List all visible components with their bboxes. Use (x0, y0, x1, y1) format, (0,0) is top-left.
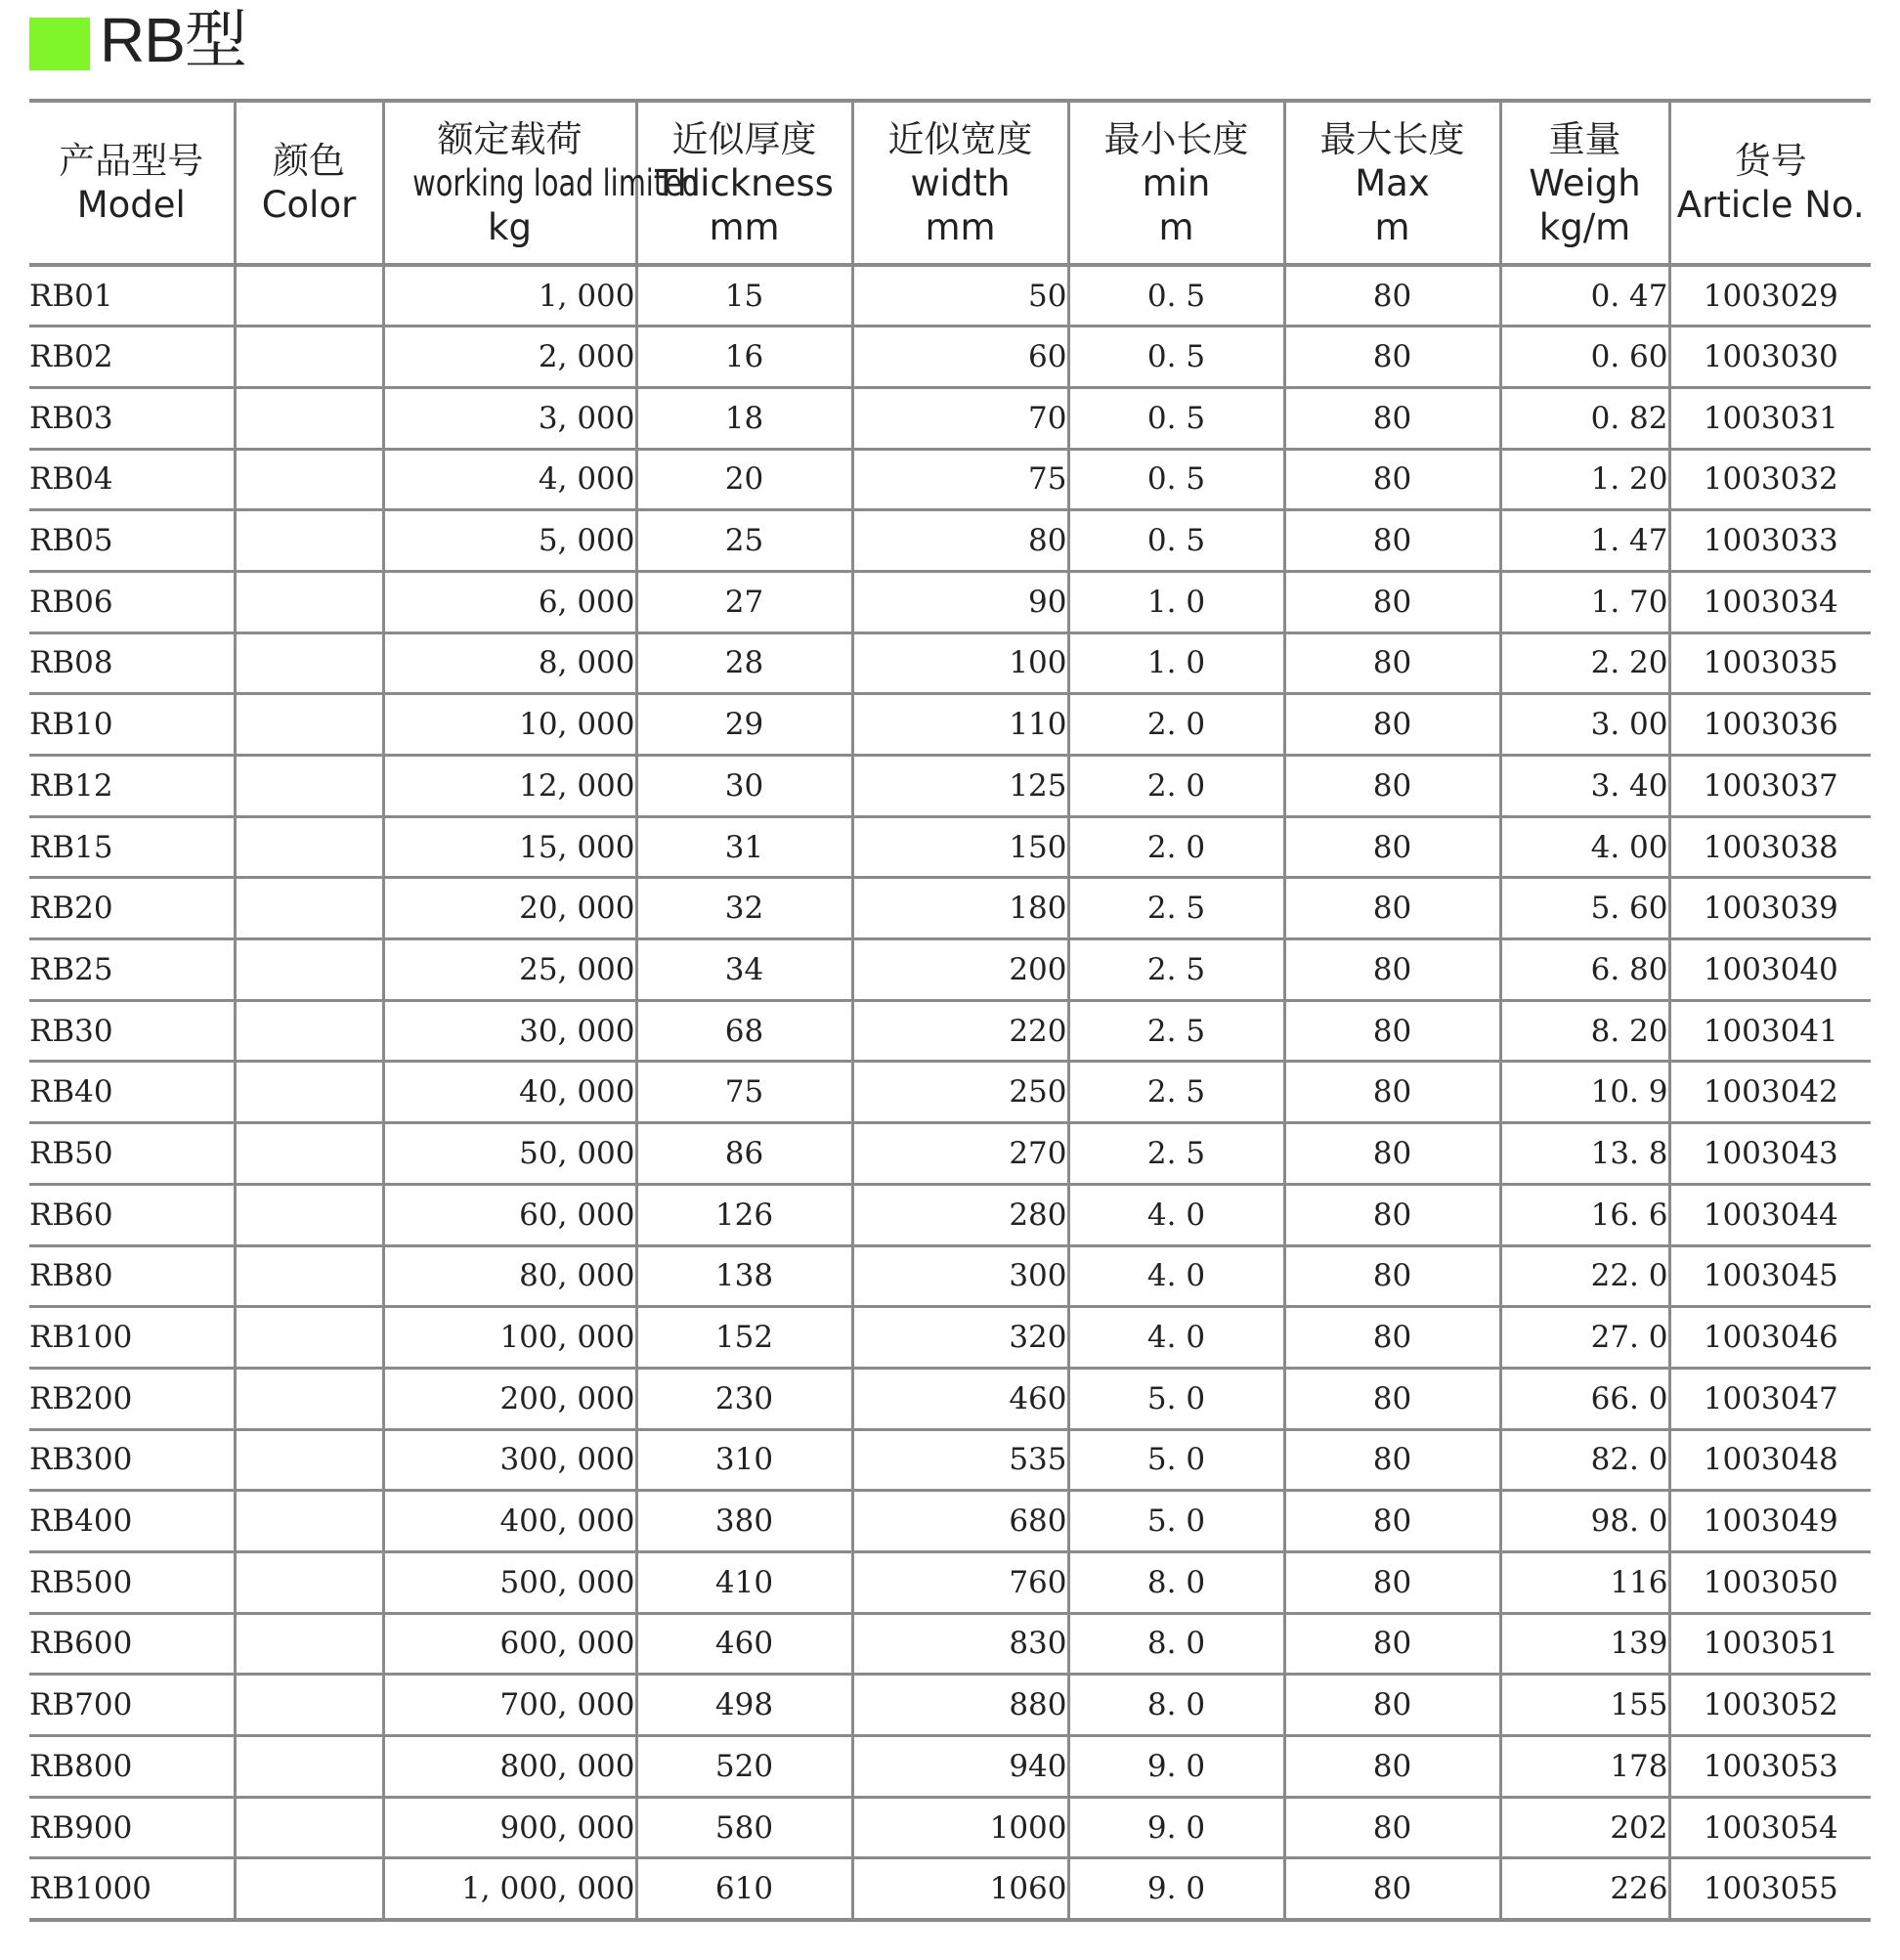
cell-color (235, 694, 383, 756)
cell-article-no: 1003054 (1669, 1797, 1871, 1858)
cell-article-no: 1003041 (1669, 1000, 1871, 1062)
cell-weight: 8. 20 (1500, 1000, 1669, 1062)
cell-width: 200 (852, 939, 1068, 1001)
cell-min-length: 4. 0 (1068, 1307, 1284, 1369)
cell-article-no: 1003031 (1669, 387, 1871, 449)
cell-article-no: 1003045 (1669, 1245, 1871, 1307)
cell-article-no: 1003047 (1669, 1368, 1871, 1429)
table-row (29, 939, 1871, 1001)
table-row (29, 387, 1871, 449)
cell-color (235, 1736, 383, 1798)
cell-thickness: 152 (636, 1307, 852, 1369)
cell-model: RB15 (29, 816, 235, 878)
cell-max-length: 80 (1284, 1000, 1500, 1062)
cell-max-length: 80 (1284, 387, 1500, 449)
cell-max-length: 80 (1284, 1245, 1500, 1307)
cell-thickness: 380 (636, 1491, 852, 1552)
cell-article-no: 1003036 (1669, 694, 1871, 756)
cell-min-length: 8. 0 (1068, 1613, 1284, 1675)
cell-model: RB400 (29, 1491, 235, 1552)
cell-min-length: 4. 0 (1068, 1245, 1284, 1307)
cell-load: 12, 000 (383, 756, 636, 817)
cell-color (235, 1797, 383, 1858)
table-row (29, 878, 1871, 939)
cell-min-length: 5. 0 (1068, 1368, 1284, 1429)
cell-min-length: 5. 0 (1068, 1491, 1284, 1552)
cell-color (235, 1062, 383, 1123)
cell-min-length: 2. 5 (1068, 1123, 1284, 1185)
cell-min-length: 4. 0 (1068, 1184, 1284, 1245)
cell-model: RB50 (29, 1123, 235, 1185)
cell-article-no: 1003050 (1669, 1551, 1871, 1613)
cell-load: 300, 000 (383, 1429, 636, 1491)
header-row (29, 101, 1871, 265)
cell-model: RB80 (29, 1245, 235, 1307)
cell-weight: 66. 0 (1500, 1368, 1669, 1429)
cell-width: 535 (852, 1429, 1068, 1491)
cell-article-no: 1003052 (1669, 1675, 1871, 1736)
table-row (29, 1675, 1871, 1736)
cell-weight: 5. 60 (1500, 878, 1669, 939)
cell-thickness: 32 (636, 878, 852, 939)
cell-load: 5, 000 (383, 510, 636, 572)
table-row (29, 510, 1871, 572)
cell-thickness: 310 (636, 1429, 852, 1491)
cell-min-length: 0. 5 (1068, 265, 1284, 327)
cell-width: 75 (852, 449, 1068, 510)
cell-model: RB700 (29, 1675, 235, 1736)
cell-model: RB30 (29, 1000, 235, 1062)
cell-thickness: 28 (636, 632, 852, 694)
cell-load: 8, 000 (383, 632, 636, 694)
table-row (29, 1000, 1871, 1062)
cell-weight: 139 (1500, 1613, 1669, 1675)
cell-min-length: 9. 0 (1068, 1858, 1284, 1920)
cell-article-no: 1003044 (1669, 1184, 1871, 1245)
cell-width: 110 (852, 694, 1068, 756)
cell-width: 220 (852, 1000, 1068, 1062)
cell-color (235, 1307, 383, 1369)
cell-max-length: 80 (1284, 939, 1500, 1001)
cell-width: 1000 (852, 1797, 1068, 1858)
table-row (29, 1062, 1871, 1123)
cell-width: 940 (852, 1736, 1068, 1798)
cell-article-no: 1003030 (1669, 327, 1871, 388)
table-row (29, 571, 1871, 632)
cell-load: 60, 000 (383, 1184, 636, 1245)
cell-model: RB06 (29, 571, 235, 632)
cell-width: 880 (852, 1675, 1068, 1736)
cell-thickness: 18 (636, 387, 852, 449)
cell-thickness: 230 (636, 1368, 852, 1429)
cell-load: 20, 000 (383, 878, 636, 939)
cell-load: 4, 000 (383, 449, 636, 510)
cell-max-length: 80 (1284, 1675, 1500, 1736)
cell-thickness: 580 (636, 1797, 852, 1858)
table-row (29, 1307, 1871, 1369)
cell-color (235, 939, 383, 1001)
cell-weight: 178 (1500, 1736, 1669, 1798)
cell-color (235, 878, 383, 939)
cell-article-no: 1003055 (1669, 1858, 1871, 1920)
cell-weight: 82. 0 (1500, 1429, 1669, 1491)
cell-thickness: 31 (636, 816, 852, 878)
cell-load: 80, 000 (383, 1245, 636, 1307)
table-row (29, 1429, 1871, 1491)
cell-thickness: 610 (636, 1858, 852, 1920)
cell-weight: 226 (1500, 1858, 1669, 1920)
cell-load: 900, 000 (383, 1797, 636, 1858)
cell-weight: 2. 20 (1500, 632, 1669, 694)
cell-max-length: 80 (1284, 265, 1500, 327)
cell-color (235, 1245, 383, 1307)
cell-load: 25, 000 (383, 939, 636, 1001)
cell-color (235, 756, 383, 817)
cell-width: 60 (852, 327, 1068, 388)
cell-width: 80 (852, 510, 1068, 572)
header-article-no: 货号 Article No. (1669, 101, 1871, 265)
cell-article-no: 1003040 (1669, 939, 1871, 1001)
cell-weight: 10. 9 (1500, 1062, 1669, 1123)
table-row (29, 1551, 1871, 1613)
cell-color (235, 1123, 383, 1185)
cell-max-length: 80 (1284, 571, 1500, 632)
cell-model: RB200 (29, 1368, 235, 1429)
cell-min-length: 0. 5 (1068, 387, 1284, 449)
cell-width: 760 (852, 1551, 1068, 1613)
cell-max-length: 80 (1284, 1429, 1500, 1491)
table-row (29, 1184, 1871, 1245)
cell-color (235, 1675, 383, 1736)
cell-width: 70 (852, 387, 1068, 449)
cell-load: 200, 000 (383, 1368, 636, 1429)
table-row (29, 449, 1871, 510)
cell-thickness: 410 (636, 1551, 852, 1613)
cell-thickness: 30 (636, 756, 852, 817)
cell-model: RB12 (29, 756, 235, 817)
header-model: 产品型号 Model (29, 101, 235, 265)
cell-color (235, 387, 383, 449)
cell-max-length: 80 (1284, 878, 1500, 939)
header-thickness: 近似厚度 Thickness mm (636, 101, 852, 265)
cell-weight: 6. 80 (1500, 939, 1669, 1001)
cell-color (235, 510, 383, 572)
cell-width: 125 (852, 756, 1068, 817)
cell-min-length: 0. 5 (1068, 449, 1284, 510)
page-title-block (29, 6, 246, 74)
cell-load: 700, 000 (383, 1675, 636, 1736)
cell-max-length: 80 (1284, 632, 1500, 694)
cell-load: 1, 000, 000 (383, 1858, 636, 1920)
cell-load: 10, 000 (383, 694, 636, 756)
cell-weight: 116 (1500, 1551, 1669, 1613)
cell-max-length: 80 (1284, 1307, 1500, 1369)
cell-width: 1060 (852, 1858, 1068, 1920)
table-row (29, 1736, 1871, 1798)
cell-color (235, 1613, 383, 1675)
cell-min-length: 9. 0 (1068, 1797, 1284, 1858)
cell-max-length: 80 (1284, 1184, 1500, 1245)
cell-width: 270 (852, 1123, 1068, 1185)
cell-load: 3, 000 (383, 387, 636, 449)
cell-article-no: 1003029 (1669, 265, 1871, 327)
cell-min-length: 2. 5 (1068, 939, 1284, 1001)
cell-model: RB03 (29, 387, 235, 449)
cell-width: 300 (852, 1245, 1068, 1307)
cell-weight: 0. 82 (1500, 387, 1669, 449)
cell-color (235, 571, 383, 632)
cell-article-no: 1003037 (1669, 756, 1871, 817)
cell-model: RB800 (29, 1736, 235, 1798)
table-row (29, 1123, 1871, 1185)
cell-max-length: 80 (1284, 327, 1500, 388)
cell-color (235, 1368, 383, 1429)
cell-min-length: 0. 5 (1068, 510, 1284, 572)
table-row (29, 1613, 1871, 1675)
cell-min-length: 0. 5 (1068, 327, 1284, 388)
cell-width: 180 (852, 878, 1068, 939)
header-weight: 重量 Weigh kg/m (1500, 101, 1669, 265)
cell-model: RB08 (29, 632, 235, 694)
cell-article-no: 1003042 (1669, 1062, 1871, 1123)
cell-load: 15, 000 (383, 816, 636, 878)
table-row (29, 1245, 1871, 1307)
cell-thickness: 498 (636, 1675, 852, 1736)
cell-model: RB01 (29, 265, 235, 327)
cell-model: RB100 (29, 1307, 235, 1369)
cell-max-length: 80 (1284, 1736, 1500, 1798)
cell-weight: 3. 00 (1500, 694, 1669, 756)
cell-article-no: 1003043 (1669, 1123, 1871, 1185)
cell-model: RB60 (29, 1184, 235, 1245)
cell-model: RB04 (29, 449, 235, 510)
cell-load: 2, 000 (383, 327, 636, 388)
cell-max-length: 80 (1284, 816, 1500, 878)
cell-width: 250 (852, 1062, 1068, 1123)
cell-model: RB20 (29, 878, 235, 939)
header-width: 近似宽度 width mm (852, 101, 1068, 265)
cell-article-no: 1003048 (1669, 1429, 1871, 1491)
cell-thickness: 75 (636, 1062, 852, 1123)
cell-color (235, 1429, 383, 1491)
table-row (29, 1491, 1871, 1552)
table-row (29, 1797, 1871, 1858)
cell-weight: 4. 00 (1500, 816, 1669, 878)
cell-min-length: 2. 5 (1068, 1062, 1284, 1123)
cell-weight: 98. 0 (1500, 1491, 1669, 1552)
cell-max-length: 80 (1284, 1797, 1500, 1858)
cell-load: 800, 000 (383, 1736, 636, 1798)
cell-color (235, 327, 383, 388)
cell-width: 90 (852, 571, 1068, 632)
cell-min-length: 2. 0 (1068, 756, 1284, 817)
header-max-length: 最大长度 Max m (1284, 101, 1500, 265)
title-accent-square (29, 18, 90, 70)
cell-max-length: 80 (1284, 1123, 1500, 1185)
cell-load: 6, 000 (383, 571, 636, 632)
cell-weight: 1. 47 (1500, 510, 1669, 572)
cell-width: 150 (852, 816, 1068, 878)
cell-weight: 3. 40 (1500, 756, 1669, 817)
cell-min-length: 1. 0 (1068, 632, 1284, 694)
cell-color (235, 1551, 383, 1613)
cell-thickness: 460 (636, 1613, 852, 1675)
cell-model: RB10 (29, 694, 235, 756)
cell-width: 100 (852, 632, 1068, 694)
header-color: 颜色 Color (235, 101, 383, 265)
table-row (29, 1858, 1871, 1920)
cell-thickness: 16 (636, 327, 852, 388)
cell-weight: 0. 47 (1500, 265, 1669, 327)
cell-load: 30, 000 (383, 1000, 636, 1062)
cell-weight: 22. 0 (1500, 1245, 1669, 1307)
cell-thickness: 68 (636, 1000, 852, 1062)
cell-width: 50 (852, 265, 1068, 327)
cell-thickness: 25 (636, 510, 852, 572)
cell-max-length: 80 (1284, 1858, 1500, 1920)
cell-model: RB900 (29, 1797, 235, 1858)
cell-weight: 1. 20 (1500, 449, 1669, 510)
cell-color (235, 1858, 383, 1920)
table-row (29, 632, 1871, 694)
cell-width: 830 (852, 1613, 1068, 1675)
cell-article-no: 1003035 (1669, 632, 1871, 694)
cell-width: 320 (852, 1307, 1068, 1369)
cell-thickness: 126 (636, 1184, 852, 1245)
cell-article-no: 1003034 (1669, 571, 1871, 632)
cell-min-length: 2. 5 (1068, 1000, 1284, 1062)
cell-max-length: 80 (1284, 1368, 1500, 1429)
cell-load: 1, 000 (383, 265, 636, 327)
cell-min-length: 2. 5 (1068, 878, 1284, 939)
cell-weight: 13. 8 (1500, 1123, 1669, 1185)
cell-width: 460 (852, 1368, 1068, 1429)
cell-model: RB600 (29, 1613, 235, 1675)
table-row (29, 1368, 1871, 1429)
cell-weight: 155 (1500, 1675, 1669, 1736)
cell-model: RB40 (29, 1062, 235, 1123)
cell-color (235, 1184, 383, 1245)
table-row (29, 816, 1871, 878)
cell-load: 100, 000 (383, 1307, 636, 1369)
cell-max-length: 80 (1284, 756, 1500, 817)
cell-model: RB1000 (29, 1858, 235, 1920)
cell-thickness: 20 (636, 449, 852, 510)
cell-color (235, 632, 383, 694)
cell-article-no: 1003049 (1669, 1491, 1871, 1552)
cell-model: RB500 (29, 1551, 235, 1613)
cell-weight: 202 (1500, 1797, 1669, 1858)
cell-color (235, 1000, 383, 1062)
cell-min-length: 9. 0 (1068, 1736, 1284, 1798)
cell-min-length: 2. 0 (1068, 694, 1284, 756)
cell-load: 500, 000 (383, 1551, 636, 1613)
cell-article-no: 1003039 (1669, 878, 1871, 939)
cell-article-no: 1003038 (1669, 816, 1871, 878)
cell-max-length: 80 (1284, 1613, 1500, 1675)
table-body (29, 265, 1871, 1920)
cell-article-no: 1003032 (1669, 449, 1871, 510)
cell-model: RB05 (29, 510, 235, 572)
cell-article-no: 1003033 (1669, 510, 1871, 572)
cell-thickness: 27 (636, 571, 852, 632)
cell-max-length: 80 (1284, 449, 1500, 510)
cell-max-length: 80 (1284, 1551, 1500, 1613)
cell-color (235, 449, 383, 510)
cell-max-length: 80 (1284, 1062, 1500, 1123)
specification-table (29, 99, 1871, 1922)
table-row (29, 756, 1871, 817)
cell-min-length: 8. 0 (1068, 1675, 1284, 1736)
table-row (29, 265, 1871, 327)
cell-load: 40, 000 (383, 1062, 636, 1123)
cell-max-length: 80 (1284, 1491, 1500, 1552)
cell-color (235, 1491, 383, 1552)
cell-weight: 27. 0 (1500, 1307, 1669, 1369)
cell-model: RB300 (29, 1429, 235, 1491)
cell-color (235, 265, 383, 327)
cell-article-no: 1003051 (1669, 1613, 1871, 1675)
cell-article-no: 1003053 (1669, 1736, 1871, 1798)
cell-weight: 1. 70 (1500, 571, 1669, 632)
cell-thickness: 520 (636, 1736, 852, 1798)
cell-thickness: 34 (636, 939, 852, 1001)
cell-min-length: 1. 0 (1068, 571, 1284, 632)
cell-thickness: 29 (636, 694, 852, 756)
cell-width: 280 (852, 1184, 1068, 1245)
cell-min-length: 2. 0 (1068, 816, 1284, 878)
page-title: RB型 (100, 5, 246, 75)
cell-max-length: 80 (1284, 510, 1500, 572)
cell-thickness: 138 (636, 1245, 852, 1307)
cell-weight: 0. 60 (1500, 327, 1669, 388)
cell-thickness: 86 (636, 1123, 852, 1185)
cell-model: RB02 (29, 327, 235, 388)
cell-weight: 16. 6 (1500, 1184, 1669, 1245)
cell-load: 600, 000 (383, 1613, 636, 1675)
header-load: 额定载荷 working load limited kg (383, 101, 636, 265)
cell-thickness: 15 (636, 265, 852, 327)
cell-article-no: 1003046 (1669, 1307, 1871, 1369)
cell-model: RB25 (29, 939, 235, 1001)
cell-width: 680 (852, 1491, 1068, 1552)
cell-load: 50, 000 (383, 1123, 636, 1185)
cell-min-length: 5. 0 (1068, 1429, 1284, 1491)
cell-color (235, 816, 383, 878)
header-min-length: 最小长度 min m (1068, 101, 1284, 265)
cell-load: 400, 000 (383, 1491, 636, 1552)
table-row (29, 694, 1871, 756)
table-row (29, 327, 1871, 388)
cell-max-length: 80 (1284, 694, 1500, 756)
cell-min-length: 8. 0 (1068, 1551, 1284, 1613)
